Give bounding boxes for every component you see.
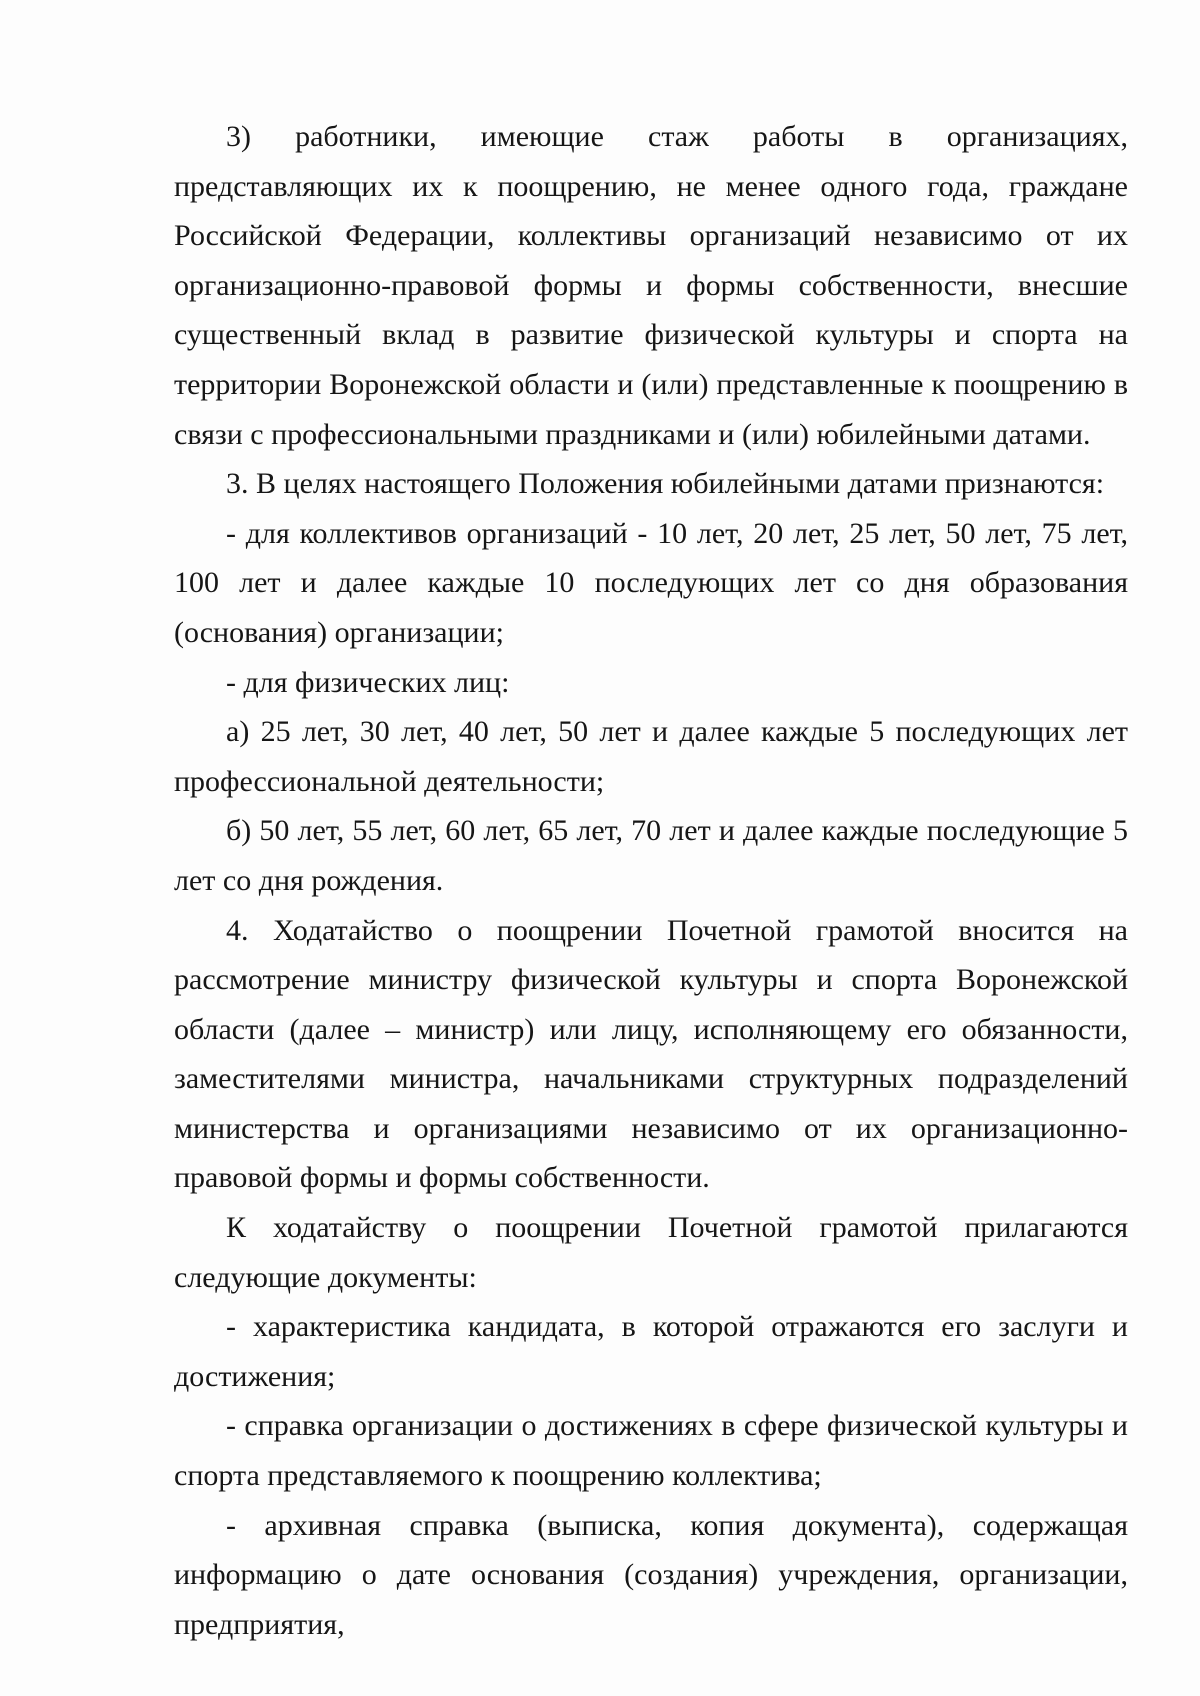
paragraph-section-4-petition: 4. Ходатайство о поощрении Почетной грамотой вносится на рассмотрение министру физической культуры и спорта Воронежской области (далее – министр) или лицу, исполняющему его обязанности, заместителями министра, начальниками структурных подразделений министерства и организациями независимо от их организационно-правовой формы и формы собственности. [174, 913, 1128, 1195]
paragraph-jubilee-collectives: - для коллективов организаций - 10 лет, 20 лет, 25 лет, 50 лет, 75 лет, 100 лет и далее каждые 10 последующих лет со дня образования (основания) организации; [174, 516, 1128, 649]
paragraph-organization-certificate: - справка организации о достижениях в сфере физической культуры и спорта представляемого к поощрению коллектива; [174, 1409, 1128, 1493]
document-body [174, 112, 1128, 1649]
paragraph-jubilee-birth: б) 50 лет, 55 лет, 60 лет, 65 лет, 70 лет и далее каждые последующие 5 лет со дня рождения. [174, 814, 1128, 897]
paragraph-section-3-jubilee-dates: 3. В целях настоящего Положения юбилейными датами признаются: [226, 467, 1105, 501]
paragraph-jubilee-professional: а) 25 лет, 30 лет, 40 лет, 50 лет и далее каждые 5 последующих лет профессиональной деятельности; [174, 715, 1128, 798]
paragraph-archive-certificate: - архивная справка (выписка, копия документа), содержащая информацию о дате основания (создания) учреждения, организации, предприятия, [174, 1508, 1128, 1641]
paragraph-jubilee-individuals: - для физических лиц: [226, 665, 510, 699]
paragraph-candidate-characteristic: - характеристика кандидата, в которой отражаются его заслуги и достижения; [174, 1310, 1128, 1393]
paragraph-attached-documents: К ходатайству о поощрении Почетной грамотой прилагаются следующие документы: [174, 1211, 1128, 1294]
paragraph-awardees-item-3: 3) работники, имеющие стаж работы в организациях, представляющих их к поощрению, не менее одного года, граждане Российской Федерации, коллективы организаций независимо от их организационно-правовой формы и формы собственности, внесшие существенный вклад в развитие физической культуры и спорта на территории Воронежской области и (или) представленные к поощрению в связи с профессиональными праздниками и (или) юбилейными датами. [174, 120, 1128, 451]
